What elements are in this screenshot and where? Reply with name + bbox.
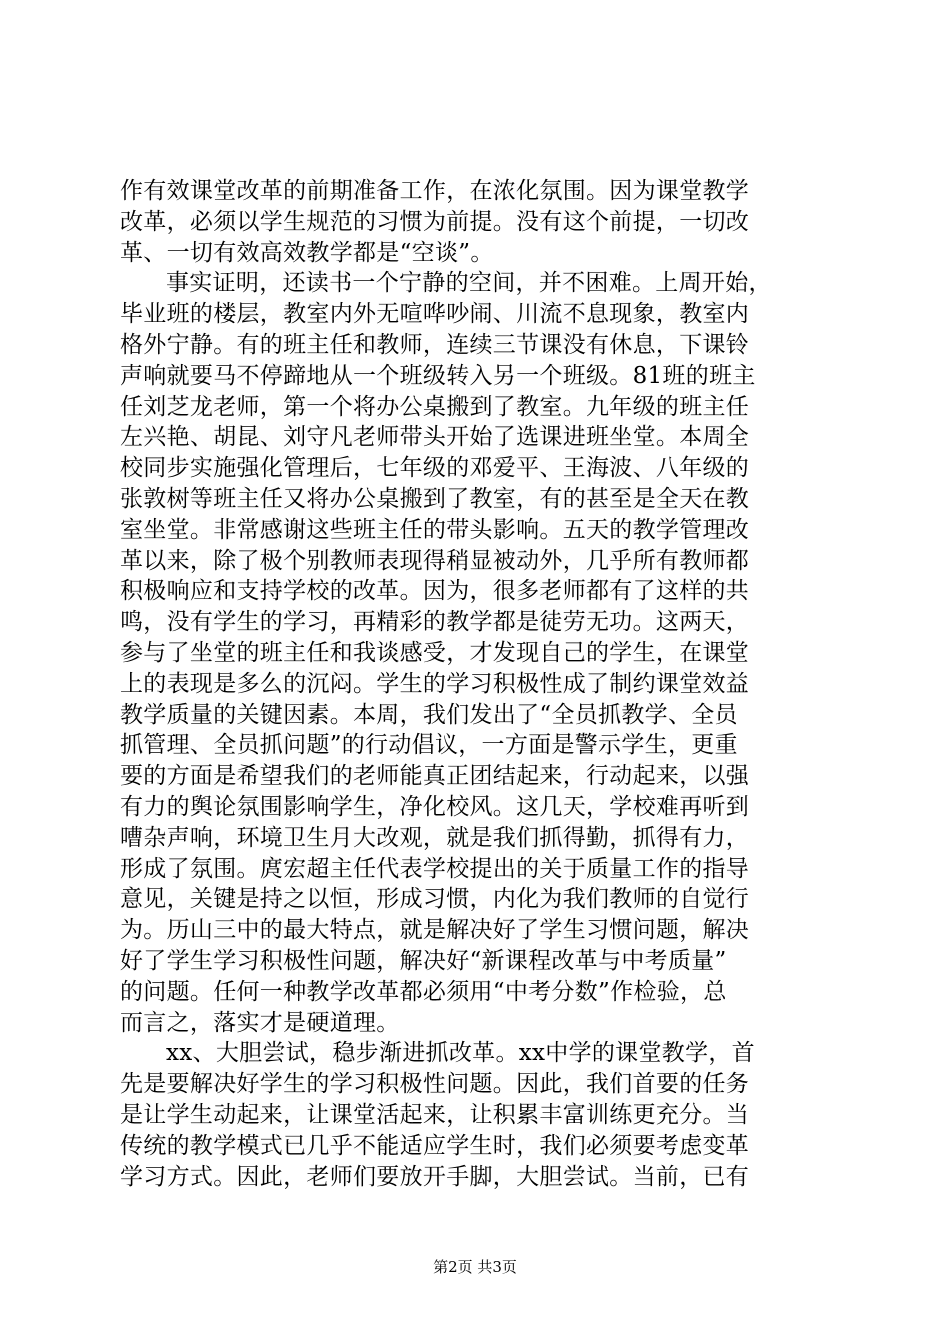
document-body [120, 176, 830, 1192]
text-line: 教学质量的关键因素。本周，我们发出了“全员抓教学、全员 [120, 701, 738, 728]
text-line: 传统的教学模式已几乎不能适应学生时，我们必须要考虑变革 [120, 1132, 750, 1159]
text-line: 为。历山三中的最大特点，就是解决好了学生习惯问题，解决 [120, 917, 750, 944]
text-line: 鸣，没有学生的学习，再精彩的教学都是徒劳无功。这两天， [120, 609, 750, 636]
text-line: 好了学生学习积极性问题，解决好“新课程改革与中考质量” [120, 947, 727, 974]
text-line: 形成了氛围。庹宏超主任代表学校提出的关于质量工作的指导 [120, 855, 750, 882]
text-line: 室坐堂。非常感谢这些班主任的带头影响。五天的教学管理改 [120, 516, 750, 543]
text-line: 革、一切有效高效教学都是“空谈”。 [120, 239, 494, 266]
text-line: 格外宁静。有的班主任和教师，连续三节课没有休息，下课铃 [120, 331, 750, 358]
text-line: 改革，必须以学生规范的习惯为前提。没有这个前提，一切改 [120, 208, 750, 235]
page-footer: 第2页 共3页 [433, 1258, 517, 1276]
text-line: 学习方式。因此，老师们要放开手脚，大胆尝试。当前，已有 [120, 1163, 750, 1190]
text-line: 嘈杂声响，环境卫生月大改观，就是我们抓得勤，抓得有力， [120, 824, 750, 851]
text-line: xx、大胆尝试，稳步渐进抓改革。xx中学的课堂教学，首 [166, 1040, 755, 1067]
text-line: 有力的舆论氛围影响学生，净化校风。这几天，学校难再听到 [120, 793, 750, 820]
text-line: 要的方面是希望我们的老师能真正团结起来，行动起来，以强 [120, 763, 750, 790]
text-line: 革以来，除了极个别教师表现得稍显被动外，几乎所有教师都 [120, 547, 750, 574]
text-line: 张敦树等班主任又将办公桌搬到了教室，有的甚至是全天在教 [120, 485, 750, 512]
text-line: 是让学生动起来，让课堂活起来，让积累丰富训练更充分。当 [120, 1101, 750, 1128]
text-line: 意见，关键是持之以恒，形成习惯，内化为我们教师的自觉行 [120, 886, 750, 913]
text-line: 的问题。任何一种教学改革都必须用“中考分数”作检验，总 [120, 978, 727, 1005]
text-line: 抓管理、全员抓问题”的行动倡议，一方面是警示学生，更重 [120, 732, 738, 759]
text-line: 上的表现是多么的沉闷。学生的学习积极性成了制约课堂效益 [120, 670, 750, 697]
text-line: 左兴艳、胡昆、刘守凡老师带头开始了选课进班坐堂。本周全 [120, 424, 750, 451]
text-line: 毕业班的楼层，教室内外无喧哗吵闹、川流不息现象，教室内 [120, 301, 750, 328]
text-line: 作有效课堂改革的前期准备工作，在浓化氛围。因为课堂教学 [120, 178, 750, 204]
text-line: 而言之，落实才是硬道理。 [120, 1009, 400, 1036]
text-line: 声响就要马不停蹄地从一个班级转入另一个班级。81班的班主 [120, 362, 756, 389]
text-line: 先是要解决好学生的学习积极性问题。因此，我们首要的任务 [120, 1071, 750, 1098]
text-line: 任刘芝龙老师，第一个将办公桌搬到了教室。九年级的班主任 [120, 393, 750, 420]
text-line: 参与了坐堂的班主任和我谈感受，才发现自己的学生，在课堂 [120, 639, 750, 666]
text-line: 校同步实施强化管理后，七年级的邓爱平、王海波、八年级的 [120, 455, 750, 482]
text-line: 事实证明，还读书一个宁静的空间，并不困难。上周开始， [166, 270, 772, 297]
text-line: 积极响应和支持学校的改革。因为，很多老师都有了这样的共 [120, 578, 750, 605]
